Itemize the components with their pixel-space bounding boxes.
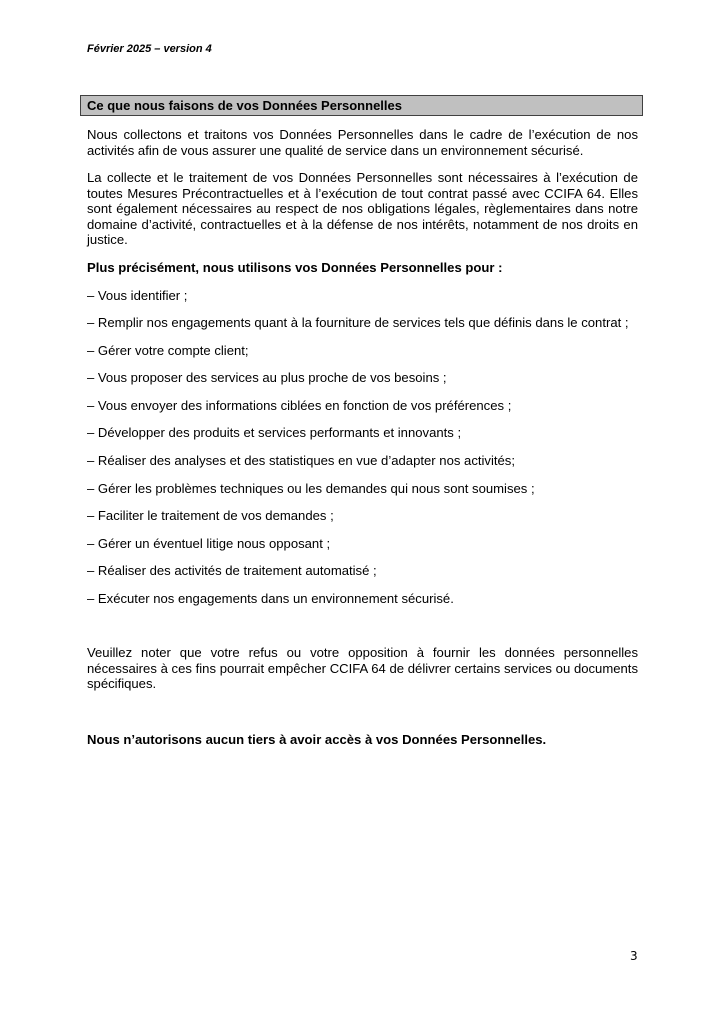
list-intro: Plus précisément, nous utilisons vos Données Personnelles pour : — [87, 260, 503, 275]
closing-statement: Nous n’autorisons aucun tiers à avoir accès à vos Données Personnelles. — [87, 732, 547, 747]
list-item: – Développer des produits et services performants et innovants ; — [87, 425, 462, 440]
section-heading-bar — [80, 95, 643, 116]
list-item: – Faciliter le traitement de vos demandes ; — [87, 508, 334, 523]
list-item: – Réaliser des analyses et des statistiques en vue d’adapter nos activités; — [87, 453, 515, 468]
list-item: – Exécuter nos engagements dans un environnement sécurisé. — [87, 591, 454, 606]
legal-basis-paragraph: La collecte et le traitement de vos Données Personnelles sont nécessaires à l’exécution de toutes Mesures Précontractuelles et à l’exécution de tout contrat passé avec CCIFA 64. Elles sont également nécessaires au respect de nos obligations légales, règlementaires dans notre domaine d’activité, contractuelles et à la défense de nos intérêts, notamment de nos droits en justice. — [87, 170, 638, 248]
list-item: – Gérer les problèmes techniques ou les demandes qui nous sont soumises ; — [87, 481, 535, 496]
intro-paragraph: Nous collectons et traitons vos Données Personnelles dans le cadre de l’exécution de nos activités afin de vous assurer une qualité de service dans un environnement sécurisé. — [87, 127, 638, 158]
page-number: 3 — [630, 949, 638, 963]
list-item: – Vous envoyer des informations ciblées en fonction de vos préférences ; — [87, 398, 512, 413]
list-item: – Gérer un éventuel litige nous opposant ; — [87, 536, 331, 551]
refusal-notice-paragraph: Veuillez noter que votre refus ou votre opposition à fournir les données personnelles nécessaires à ces fins pourrait empêcher CCIFA 64 de délivrer certains services ou documents spécifiques. — [87, 645, 638, 692]
list-item: – Vous proposer des services au plus proche de vos besoins ; — [87, 370, 447, 385]
list-item: – Réaliser des activités de traitement automatisé ; — [87, 563, 377, 578]
header-date-version: Février 2025 – version 4 — [87, 43, 212, 55]
section-title: Ce que nous faisons de vos Données Personnelles — [87, 98, 402, 113]
list-item: – Vous identifier ; — [87, 288, 188, 303]
list-item: – Remplir nos engagements quant à la fourniture de services tels que définis dans le contrat ; — [87, 315, 629, 330]
list-item: – Gérer votre compte client; — [87, 343, 249, 358]
